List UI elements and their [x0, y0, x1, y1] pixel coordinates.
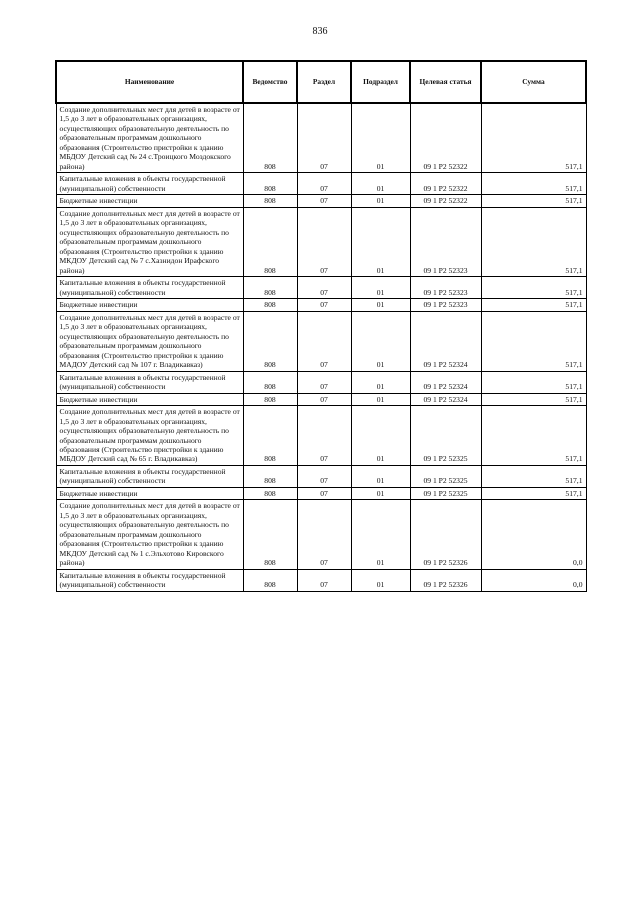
cell-name: Бюджетные инвестиции: [56, 487, 243, 499]
cell-department: 808: [243, 569, 297, 591]
cell-name: Капитальные вложения в объекты государственной (муниципальной) собственности: [56, 371, 243, 393]
cell-subsection: 01: [351, 500, 410, 569]
cell-section: 07: [297, 465, 351, 487]
cell-name: Создание дополнительных мест для детей в возрасте от 1,5 до 3 лет в образовательных организациях, осуществляющих образовательную деятельность по образовательным программам дошкольного образования (Строительство пристройки к зданию МКДОУ Детский сад № 1 с.Эльхотово Кировского района): [56, 500, 243, 569]
cell-department: 808: [243, 406, 297, 466]
header-name: Наименование: [56, 61, 243, 103]
cell-target-article: 09 1 P2 52322: [410, 173, 481, 195]
table-row: [56, 393, 586, 405]
cell-target-article: 09 1 P2 52324: [410, 371, 481, 393]
table-row: [56, 173, 586, 195]
cell-name: Капитальные вложения в объекты государственной (муниципальной) собственности: [56, 465, 243, 487]
cell-subsection: 01: [351, 393, 410, 405]
cell-target-article: 09 1 P2 52322: [410, 195, 481, 207]
cell-section: 07: [297, 277, 351, 299]
cell-department: 808: [243, 393, 297, 405]
table-row: [56, 299, 586, 311]
cell-section: 07: [297, 487, 351, 499]
cell-department: 808: [243, 465, 297, 487]
table-row: [56, 500, 586, 569]
cell-subsection: 01: [351, 487, 410, 499]
cell-name: Капитальные вложения в объекты государственной (муниципальной) собственности: [56, 277, 243, 299]
cell-name: Капитальные вложения в объекты государственной (муниципальной) собственности: [56, 569, 243, 591]
header-row: [56, 61, 586, 103]
table-row: [56, 371, 586, 393]
cell-target-article: 09 1 P2 52325: [410, 406, 481, 466]
table-row: [56, 277, 586, 299]
cell-section: 07: [297, 195, 351, 207]
cell-section: 07: [297, 311, 351, 371]
cell-target-article: 09 1 P2 52323: [410, 299, 481, 311]
cell-department: 808: [243, 277, 297, 299]
cell-section: 07: [297, 371, 351, 393]
header-target-article: Целевая статья: [410, 61, 481, 103]
cell-subsection: 01: [351, 299, 410, 311]
cell-name: Создание дополнительных мест для детей в возрасте от 1,5 до 3 лет в образовательных организациях, осуществляющих образовательную деятельность по образовательным программам дошкольного образования (Строительство пристройки к зданию МБДОУ Детский сад № 24 с.Троицкого Моздокского района): [56, 103, 243, 173]
budget-table: [55, 60, 587, 592]
cell-section: 07: [297, 103, 351, 173]
cell-department: 808: [243, 207, 297, 276]
cell-amount: 0,0: [481, 500, 586, 569]
table-row: [56, 465, 586, 487]
cell-section: 07: [297, 173, 351, 195]
cell-subsection: 01: [351, 371, 410, 393]
cell-amount: 517,1: [481, 406, 586, 466]
cell-department: 808: [243, 500, 297, 569]
cell-name: Бюджетные инвестиции: [56, 393, 243, 405]
cell-subsection: 01: [351, 406, 410, 466]
cell-amount: 0,0: [481, 569, 586, 591]
cell-amount: 517,1: [481, 311, 586, 371]
cell-target-article: 09 1 P2 52326: [410, 500, 481, 569]
cell-amount: 517,1: [481, 207, 586, 276]
table-body: [56, 103, 586, 591]
table-row: [56, 406, 586, 466]
cell-department: 808: [243, 195, 297, 207]
cell-amount: 517,1: [481, 465, 586, 487]
cell-section: 07: [297, 500, 351, 569]
cell-amount: 517,1: [481, 103, 586, 173]
cell-amount: 517,1: [481, 371, 586, 393]
cell-subsection: 01: [351, 311, 410, 371]
cell-subsection: 01: [351, 569, 410, 591]
header-subsection: Подраздел: [351, 61, 410, 103]
page-number: 836: [312, 26, 328, 37]
cell-section: 07: [297, 569, 351, 591]
cell-name: Бюджетные инвестиции: [56, 195, 243, 207]
cell-target-article: 09 1 P2 52322: [410, 103, 481, 173]
cell-department: 808: [243, 103, 297, 173]
cell-amount: 517,1: [481, 173, 586, 195]
table-row: [56, 487, 586, 499]
cell-amount: 517,1: [481, 487, 586, 499]
cell-section: 07: [297, 207, 351, 276]
header-department: Ведомство: [243, 61, 297, 103]
table-row: [56, 103, 586, 173]
table-row: [56, 569, 586, 591]
cell-subsection: 01: [351, 465, 410, 487]
cell-amount: 517,1: [481, 299, 586, 311]
cell-department: 808: [243, 299, 297, 311]
cell-amount: 517,1: [481, 277, 586, 299]
table-row: [56, 207, 586, 276]
cell-section: 07: [297, 299, 351, 311]
cell-section: 07: [297, 406, 351, 466]
cell-subsection: 01: [351, 207, 410, 276]
table-row: [56, 195, 586, 207]
cell-name: Создание дополнительных мест для детей в возрасте от 1,5 до 3 лет в образовательных организациях, осуществляющих образовательную деятельность по образовательным программам дошкольного образования (Строительство пристройки к зданию МБДОУ Детский сад № 65 г. Владикавказ): [56, 406, 243, 466]
header-amount: Сумма: [481, 61, 586, 103]
cell-department: 808: [243, 371, 297, 393]
cell-name: Бюджетные инвестиции: [56, 299, 243, 311]
cell-department: 808: [243, 173, 297, 195]
cell-target-article: 09 1 P2 52325: [410, 487, 481, 499]
cell-name: Капитальные вложения в объекты государственной (муниципальной) собственности: [56, 173, 243, 195]
cell-name: Создание дополнительных мест для детей в возрасте от 1,5 до 3 лет в образовательных организациях, осуществляющих образовательную деятельность по образовательным программам дошкольного образования (Строительство пристройки к зданию МАДОУ Детский сад № 107 г. Владикавказ): [56, 311, 243, 371]
cell-target-article: 09 1 P2 52325: [410, 465, 481, 487]
cell-department: 808: [243, 311, 297, 371]
cell-subsection: 01: [351, 195, 410, 207]
cell-section: 07: [297, 393, 351, 405]
cell-target-article: 09 1 P2 52324: [410, 311, 481, 371]
cell-subsection: 01: [351, 103, 410, 173]
cell-target-article: 09 1 P2 52323: [410, 207, 481, 276]
cell-target-article: 09 1 P2 52324: [410, 393, 481, 405]
cell-name: Создание дополнительных мест для детей в возрасте от 1,5 до 3 лет в образовательных организациях, осуществляющих образовательную деятельность по образовательным программам дошкольного образования (Строительство пристройки к зданию МКДОУ Детский сад № 7 с.Хазнидон Ирафского района): [56, 207, 243, 276]
cell-target-article: 09 1 P2 52323: [410, 277, 481, 299]
table-row: [56, 311, 586, 371]
table-header: [56, 61, 586, 103]
cell-amount: 517,1: [481, 393, 586, 405]
cell-amount: 517,1: [481, 195, 586, 207]
cell-subsection: 01: [351, 173, 410, 195]
cell-department: 808: [243, 487, 297, 499]
header-section: Раздел: [297, 61, 351, 103]
cell-target-article: 09 1 P2 52326: [410, 569, 481, 591]
cell-subsection: 01: [351, 277, 410, 299]
